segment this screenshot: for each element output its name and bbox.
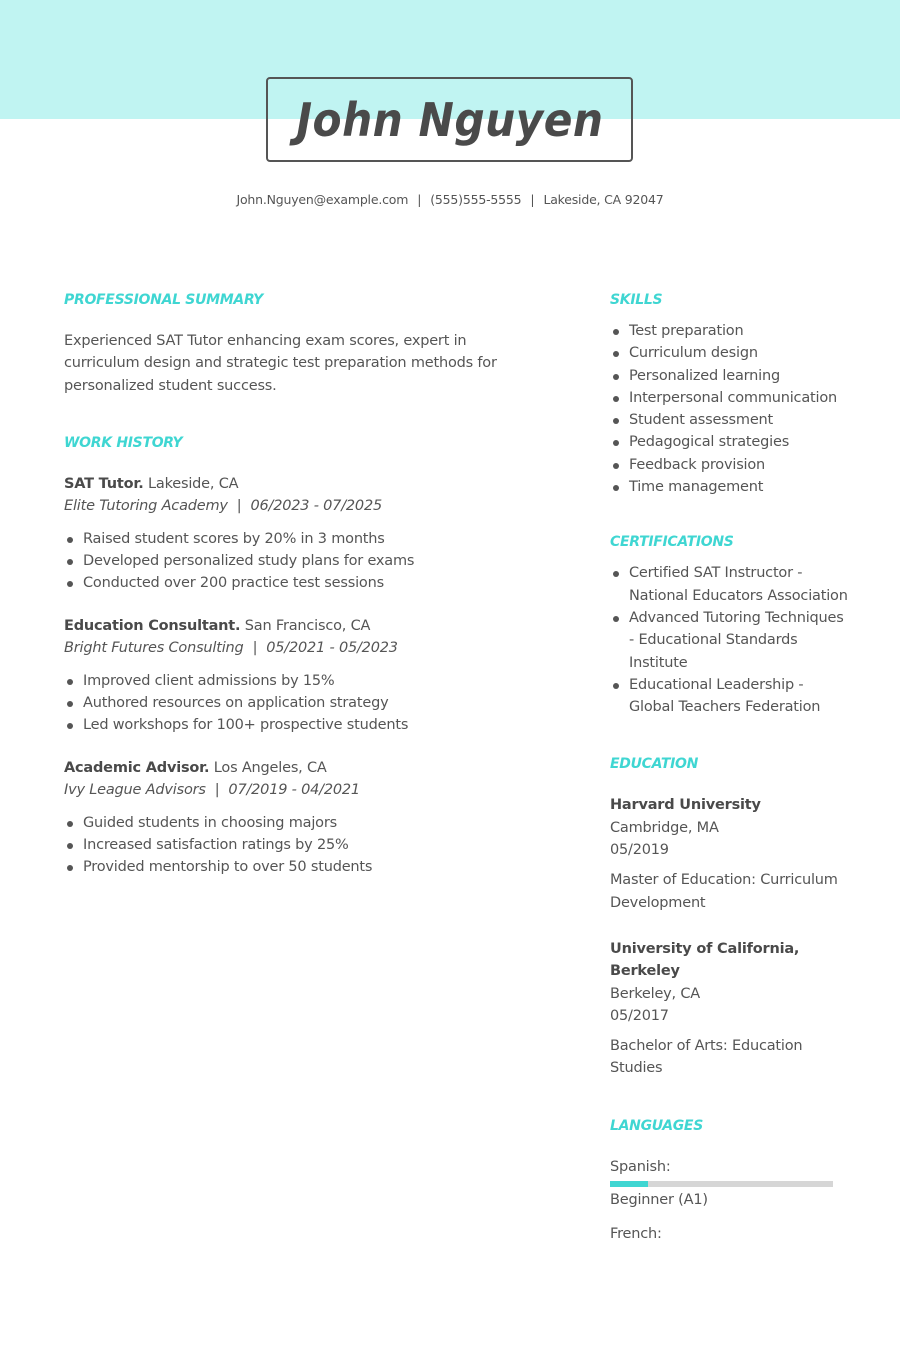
job-entry: [64, 615, 544, 737]
job-subheading: [64, 637, 544, 660]
education-school: Harvard University: [610, 797, 761, 814]
job-dates: 07/2019 - 04/2021: [228, 782, 360, 799]
job-bullet: Guided students in choosing majors: [64, 812, 544, 834]
job-bullet: Raised student scores by 20% in 3 months: [64, 528, 544, 550]
education-location: Berkeley, CA: [610, 985, 701, 1002]
language-proficiency-bar: [610, 1181, 833, 1187]
job-separator: |: [236, 498, 242, 515]
certification-item: Educational Leadership - Global Teachers Federation: [610, 674, 850, 719]
education-degree: Master of Education: Curriculum Development: [610, 872, 838, 911]
job-location: Lakeside, CA: [148, 475, 239, 492]
job-bullet: Authored resources on application strategy: [64, 692, 544, 714]
name-box: [266, 77, 633, 162]
skill-item: Curriculum design: [610, 342, 850, 364]
section-title-languages: LANGUAGES: [610, 1117, 703, 1134]
job-entry: [64, 473, 544, 595]
skill-item: Student assessment: [610, 409, 850, 431]
skill-item: Personalized learning: [610, 365, 850, 387]
job-separator: |: [252, 640, 258, 657]
job-bullets: [64, 528, 544, 595]
job-company: Ivy League Advisors: [64, 782, 206, 799]
job-heading: Academic Advisor. Los Angeles, CA: [64, 759, 327, 776]
job-bullet: Improved client admissions by 15%: [64, 670, 544, 692]
education-date: 05/2019: [610, 842, 669, 859]
job-bullets: [64, 812, 544, 879]
job-entry: [64, 757, 544, 879]
job-subheading: [64, 779, 544, 802]
section-title-education: EDUCATION: [610, 756, 698, 773]
job-bullet: Increased satisfaction ratings by 25%: [64, 834, 544, 856]
section-title-skills: SKILLS: [610, 292, 663, 308]
section-title-certifications: CERTIFICATIONS: [610, 534, 734, 551]
certification-item: Certified SAT Instructor - National Educators Association: [610, 562, 850, 607]
language-entry: [610, 1156, 850, 1212]
job-bullet: Developed personalized study plans for exams: [64, 550, 544, 572]
job-dates: 06/2023 - 07/2025: [250, 498, 382, 515]
job-location: Los Angeles, CA: [213, 759, 327, 776]
contact-separator: |: [417, 192, 422, 207]
section-title-summary: PROFESSIONAL SUMMARY: [64, 292, 263, 308]
candidate-name: John Nguyen: [295, 92, 604, 147]
contact-location: Lakeside, CA 92047: [543, 192, 664, 207]
job-separator: |: [214, 782, 220, 799]
contact-line: [0, 192, 900, 207]
job-role: Education Consultant: [64, 617, 236, 634]
education-degree: Bachelor of Arts: Education Studies: [610, 1038, 803, 1077]
language-proficiency-fill: [610, 1181, 648, 1187]
job-location: San Francisco, CA: [244, 617, 371, 634]
job-bullet: Conducted over 200 practice test sessions: [64, 572, 544, 594]
job-subheading: [64, 495, 544, 518]
skill-item: Test preparation: [610, 320, 850, 342]
language-name: French:: [610, 1226, 662, 1243]
section-title-work-history: WORK HISTORY: [64, 434, 183, 451]
job-bullet: Provided mentorship to over 50 students: [64, 856, 544, 878]
education-date: 05/2017: [610, 1007, 669, 1024]
left-column: [64, 290, 544, 879]
skill-item: Time management: [610, 476, 850, 498]
job-heading: SAT Tutor. Lakeside, CA: [64, 475, 239, 492]
job-role: Academic Advisor: [64, 759, 205, 776]
education-location: Cambridge, MA: [610, 819, 719, 836]
job-role: SAT Tutor: [64, 475, 139, 492]
language-level: Beginner (A1): [610, 1192, 708, 1209]
education-entry: [610, 938, 850, 1080]
job-company: Elite Tutoring Academy: [64, 498, 228, 515]
summary-text: Experienced SAT Tutor enhancing exam scores, expert in curriculum design and strategic test preparation methods for personalized student success.: [64, 333, 497, 394]
job-bullets: [64, 670, 544, 737]
skill-item: Pedagogical strategies: [610, 431, 850, 453]
contact-separator: |: [530, 192, 535, 207]
certifications-list: [610, 562, 850, 718]
skill-item: Interpersonal communication: [610, 387, 850, 409]
job-heading: Education Consultant. San Francisco, CA: [64, 617, 371, 634]
skills-list: [610, 320, 850, 498]
contact-email: John.Nguyen@example.com: [236, 192, 409, 207]
skill-item: Feedback provision: [610, 454, 850, 476]
education-school: University of California, Berkeley: [610, 940, 800, 980]
job-bullet: Led workshops for 100+ prospective students: [64, 714, 544, 736]
contact-phone: (555)555-5555: [430, 192, 522, 207]
job-company: Bright Futures Consulting: [64, 640, 244, 657]
education-entry: [610, 794, 850, 913]
right-column: [610, 290, 850, 1246]
job-dates: 05/2021 - 05/2023: [266, 640, 398, 657]
language-name: Spanish:: [610, 1158, 671, 1175]
language-entry: [610, 1223, 850, 1245]
certification-item: Advanced Tutoring Techniques - Educational Standards Institute: [610, 607, 850, 674]
